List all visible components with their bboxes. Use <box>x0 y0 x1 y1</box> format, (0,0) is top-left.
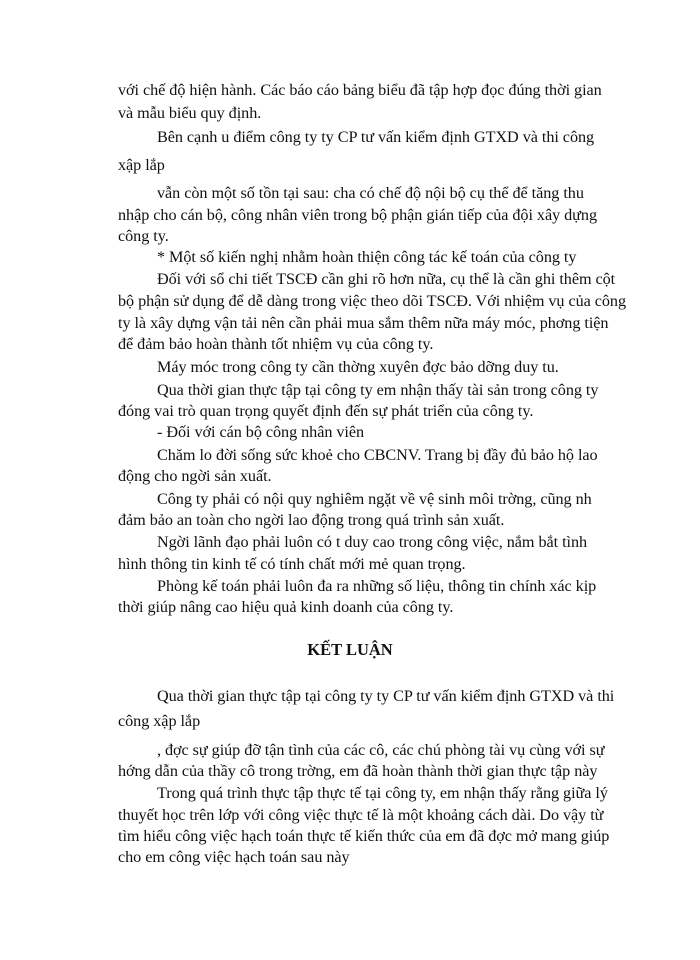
text-line: để đảm bảo hoàn thành tốt nhiệm vụ của công ty. <box>118 335 434 353</box>
text-line: Trong quá trình thực tập thực tế tại công ty, em nhận thấy rằng giữa lý <box>157 784 608 802</box>
text-line: công xập lắp <box>118 712 201 730</box>
text-line: Chăm lo đời sống sức khoẻ cho CBCNV. Trang bị đầy đủ bảo hộ lao <box>157 446 598 464</box>
text-line: Qua thời gian thực tập tại công ty ty CP tư vấn kiểm định GTXD và thi <box>157 687 615 705</box>
text-line: Qua thời gian thực tập tại công ty em nhận thấy tài sản trong công ty <box>157 381 599 399</box>
text-line: , đợc sự giúp đỡ tận tình của các cô, các chú phòng tài vụ cùng với sự <box>157 741 605 759</box>
text-line: - Đối với cán bộ công nhân viên <box>157 423 365 441</box>
text-line: * Một số kiến nghị nhằm hoàn thiện công tác kế toán của công ty <box>157 248 577 266</box>
text-line: Ngời lãnh đạo phải luôn có t duy cao trong công việc, nắm bắt tình <box>157 533 588 551</box>
text-line: Máy móc trong công ty cần thờng xuyên đợc bảo dỡng duy tu. <box>157 358 559 376</box>
section-heading: KẾT LUẬN <box>307 640 393 659</box>
text-line: cho em công việc hạch toán sau này <box>118 848 350 866</box>
text-line: công ty. <box>118 227 169 245</box>
text-line: xập lắp <box>118 156 165 174</box>
text-line: và mẫu biểu quy định. <box>118 104 262 122</box>
text-line: Đối với sổ chi tiết TSCĐ cần ghi rõ hơn nữa, cụ thể là cần ghi thêm cột <box>157 270 616 288</box>
text-line: tìm hiểu công việc hạch toán thực tế kiến thức của em đã đợc mở mang giúp <box>118 827 610 845</box>
text-line: với chế độ hiện hành. Các báo cáo bảng biểu đã tập hợp đọc đúng thời gian <box>118 81 602 99</box>
text-line: động cho ngời sản xuất. <box>118 467 272 485</box>
text-line: ty là xây dựng vận tải nên cần phải mua sắm thêm nữa máy móc, phơng tiện <box>118 314 609 332</box>
text-line: đóng vai trò quan trọng quyết định đến sự phát triển của công ty. <box>118 402 534 420</box>
text-line: hình thông tin kinh tế có tính chất mới mẻ quan trọng. <box>118 555 466 573</box>
text-line: hớng dẫn của thầy cô trong trờng, em đã hoàn thành thời gian thực tập này <box>118 762 598 780</box>
text-line: nhập cho cán bộ, công nhân viên trong bộ phận gián tiếp của đội xây dựng <box>118 206 597 224</box>
text-line: đảm bảo an toàn cho ngời lao động trong quá trình sản xuất. <box>118 511 505 529</box>
text-line: bộ phận sử dụng để dễ dàng trong việc theo dõi TSCĐ. Với nhiệm vụ của công <box>118 292 627 310</box>
text-line: Công ty phải có nội quy nghiêm ngặt về vệ sinh môi trờng, cũng nh <box>157 490 592 508</box>
text-line: Phòng kế toán phải luôn đa ra những số liệu, thông tin chính xác kịp <box>157 577 597 595</box>
text-line: thuyết học trên lớp với công việc thực tế là một khoảng cách dài. Do vậy từ <box>118 806 604 824</box>
text-line: vẫn còn một số tồn tại sau: cha có chế độ nội bộ cụ thể để tăng thu <box>157 184 584 202</box>
text-line: thời giúp nâng cao hiệu quả kinh doanh của công ty. <box>118 598 454 616</box>
text-line: Bên cạnh u điểm công ty ty CP tư vấn kiểm định GTXD và thi công <box>157 128 595 146</box>
